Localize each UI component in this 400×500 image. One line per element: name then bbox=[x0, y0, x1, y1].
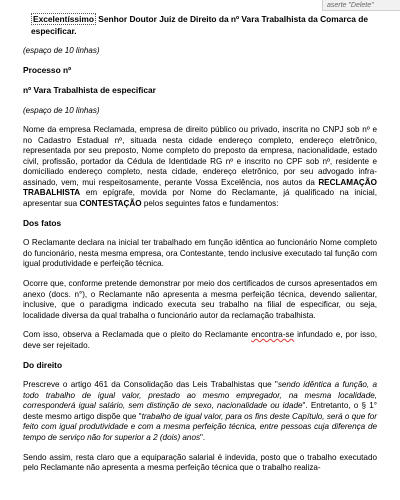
direito1-text-c: ". Entretanto, o § 1° deste mesmo artigo dispõe que " bbox=[23, 401, 377, 421]
intro-reclamacao: RECLAMAÇÃO TRABALHISTA bbox=[23, 177, 377, 198]
title-rest: Senhor Doutor Juiz de Direito da nº Vara Trabalhista da Comarca de especificar. bbox=[31, 14, 369, 36]
fatos-paragraph-1: O Reclamante declara na inicial ter trabalhado em função idêntica ao funcionário Nome completo do funcionário, nesta mesma empresa, ora Contestante, tendo inclusive executado tal função com igual produtividade e perfeição técnica. bbox=[23, 238, 377, 269]
direito-paragraph-2: Sendo assim, resta claro que a equiparação salarial é indevida, posto que o trabalho executado pelo Reclamante não apresenta a mesma perfeição técnica que o trabalho realiza- bbox=[23, 452, 377, 473]
spacing-note-2: (espaço de 10 linhas) bbox=[23, 106, 100, 115]
direito-heading: Do direito bbox=[23, 360, 63, 371]
direito-paragraph-1 bbox=[23, 380, 377, 443]
title-first-word[interactable]: Excelentíssimo bbox=[33, 14, 94, 24]
direito1-quote-2: trabalho de igual valor, para os fins deste Capítulo, será o que for feito com igual produtividade e com a mesma perfeição técnica, entre pessoas cuja diferença de tempo de serviço não for superior a 2 (dois) anos bbox=[23, 411, 377, 443]
intro-text-c: em epígrafe, movida por Nome do Reclamante, já qualificado na inicial, apresentar sua bbox=[23, 188, 377, 208]
intro-paragraph bbox=[23, 125, 377, 209]
direito1-text-a: Prescreve o artigo 461 da Consolidação das Leis Trabalhistas que " bbox=[23, 380, 278, 390]
document-title bbox=[31, 14, 371, 37]
fatos3-text-a: Com isso, observa a Reclamada que o pleito do Reclamante bbox=[23, 330, 252, 340]
fatos-heading: Dos fatos bbox=[23, 218, 62, 229]
processo-heading: Processo nº bbox=[23, 65, 72, 75]
spellcheck-word[interactable]: encontra-se bbox=[251, 330, 295, 340]
direito1-text-e: ". bbox=[200, 433, 206, 443]
intro-text-a: Nome da empresa Reclamada, empresa de direito público ou privado, inscrita no CNPJ sob nº e no Cadastro Estadual nº, situada nesta cidade endereço completo, endereço eletrônico, representada por seu preposto, Nome completo do preposto da empresa, nacionalidade, estado civil, profissão, portador da Cédula de Identidade RG nº e inscrito no CPF sob nº, residente e domiciliado endereço completo, nesta cidade, endereço eletrônico, por seu advogado infra-assinado, vem, mui respeitosamente, perante Vossa Excelência, nos autos da bbox=[23, 125, 377, 187]
direito1-quote-1: sendo idêntica a função, a todo trabalho de igual valor, prestado ao mesmo empregador, na mesma localidade, corresponderá igual salário, sem distinção de sexo, nacionalidade ou idade bbox=[23, 380, 377, 411]
spacing-note-1: (espaço de 10 linhas) bbox=[23, 46, 100, 55]
vara-heading: nº Vara Trabalhista de especificar bbox=[23, 85, 156, 95]
fatos-paragraph-2: Ocorre que, conforme pretende demonstrar por meio dos certificados de cursos apresentados em anexo (docs. n°), o Reclamante não apresenta a mesma perfeição técnica, devendo salientar, inclusive, que o paradigma indicado executa seu trabalho na filial de especificar, ou seja, localidade diversa da qual trabalha o funcionário autor da reclamação trabalhista. bbox=[23, 279, 377, 320]
intro-contestacao: CONTESTAÇÃO bbox=[79, 198, 142, 208]
fatos3-text-c: infundado e, por isso, deve ser rejeitado. bbox=[23, 330, 377, 350]
delete-hint-tooltip: aserte "Delete" bbox=[322, 0, 400, 11]
fatos-paragraph-3 bbox=[23, 330, 377, 351]
document-body bbox=[23, 14, 377, 483]
intro-text-e: pelos seguintes fatos e fundamentos: bbox=[141, 198, 279, 208]
